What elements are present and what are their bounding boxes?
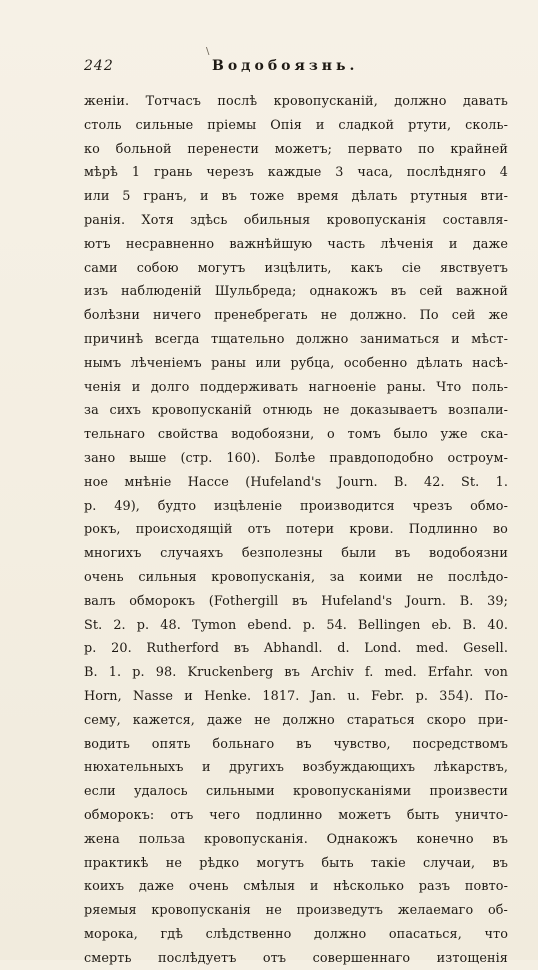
text-line-13: ченія и долго поддерживать нагноеніе раны. Что поль- [84, 379, 508, 395]
text-line-37: смерть послѣдуетъ отъ совершеннаго изтощенія [84, 950, 508, 966]
text-line-12: нымъ лѣченіемъ раны или рубца, особенно дѣлать насѣ- [84, 355, 508, 371]
text-line-27: сему, кажется, даже не должно стараться скоро при- [84, 712, 508, 728]
text-line-33: практикѣ не рѣдко могутъ быть такіе случаи, въ [84, 855, 508, 871]
text-line-17: ное мнѣніе Hacce (Hufeland's Journ. B. 42. St. 1. [84, 474, 508, 490]
text-line-32: жена польза кровопусканія. Однакожъ конечно въ [84, 831, 508, 847]
text-line-29: нюхательныхъ и другихъ возбуждающихъ лѣкарствъ, [84, 760, 508, 776]
text-line-35: ряемыя кровопусканія не произведутъ желаемаго об- [84, 903, 508, 919]
text-line-30: если удалось сильными кровопусканіями произвести [84, 784, 508, 800]
text-line-3: ко больной перенести можетъ; первато по крайней [84, 141, 508, 157]
running-head: Водобоязнь. [212, 58, 359, 74]
text-line-1: женіи. Тотчасъ послѣ кровопусканій, должно давать [84, 94, 508, 109]
text-line-5: или 5 гранъ, и въ тоже время дѣлать ртутныя вти- [84, 189, 508, 205]
text-line-26: Horn, Nasse и Henke. 1817. Jan. u. Febr. p. 354). По- [84, 688, 508, 704]
text-line-36: морока, гдѣ слѣдственно должно опасаться, что [84, 926, 508, 942]
page-number: 242 [84, 58, 114, 74]
top-mark: \ [206, 46, 210, 57]
text-line-19: рокъ, происходящій отъ потери крови. Подлинно во [84, 522, 508, 538]
page-header [84, 58, 508, 80]
text-line-10: болѣзни ничего пренебрегать не должно. По сей же [84, 308, 508, 324]
text-line-20: многихъ случаяхъ безполезны были въ водобоязни [84, 546, 508, 562]
page-text [84, 90, 508, 970]
text-line-16: зано выше (стр. 160). Болѣе правдоподобно остроум- [84, 450, 508, 466]
text-line-9: изъ наблюденій Шульбреда; однакожъ въ сей важной [84, 284, 508, 300]
text-line-22: валъ обморокъ (Fothergill въ Hufeland's Journ. B. 39; [84, 593, 508, 609]
text-line-14: за сихъ кровопусканій отнюдь не доказываетъ возпали- [84, 403, 508, 419]
text-line-4: мѣрѣ 1 грань черезъ каждые 3 часа, послѣдняго 4 [84, 165, 508, 181]
text-line-28: водить опять больнаго въ чувство, посредствомъ [84, 736, 508, 752]
text-line-24: p. 20. Rutherford въ Abhandl. d. Lond. med. Gesell. [84, 641, 508, 657]
text-line-15: тельнаго свойства водобоязни, о томъ было уже ска- [84, 427, 508, 443]
text-line-11: причинѣ всегда тщательно должно заниматься и мѣст- [84, 331, 508, 347]
text-line-18: p. 49), будто изцѣленіе производится чрезъ обмо- [84, 498, 508, 514]
text-line-34: коихъ даже очень смѣлыя и нѣсколько разъ повто- [84, 879, 508, 895]
text-line-7: ютъ несравненно важнѣйшую часть лѣченія и даже [84, 236, 508, 252]
text-line-21: очень сильныя кровопусканія, за коими не послѣдо- [84, 569, 508, 585]
text-line-25: B. 1. p. 98. Kruckenberg въ Archiv f. med. Erfahr. von [84, 665, 508, 681]
text-line-2: столь сильные пріемы Опія и сладкой ртути, сколь- [84, 117, 508, 133]
text-line-31: обморокъ: отъ чего подлинно можетъ быть уничто- [84, 807, 508, 823]
text-line-8: сами собою могутъ изцѣлить, какъ сіе явствуетъ [84, 260, 508, 276]
text-line-6: ранія. Хотя здѣсь обильныя кровопусканія составля- [84, 212, 508, 228]
text-line-23: St. 2. p. 48. Tymon ebend. p. 54. Bellingen eb. B. 40. [84, 617, 508, 633]
